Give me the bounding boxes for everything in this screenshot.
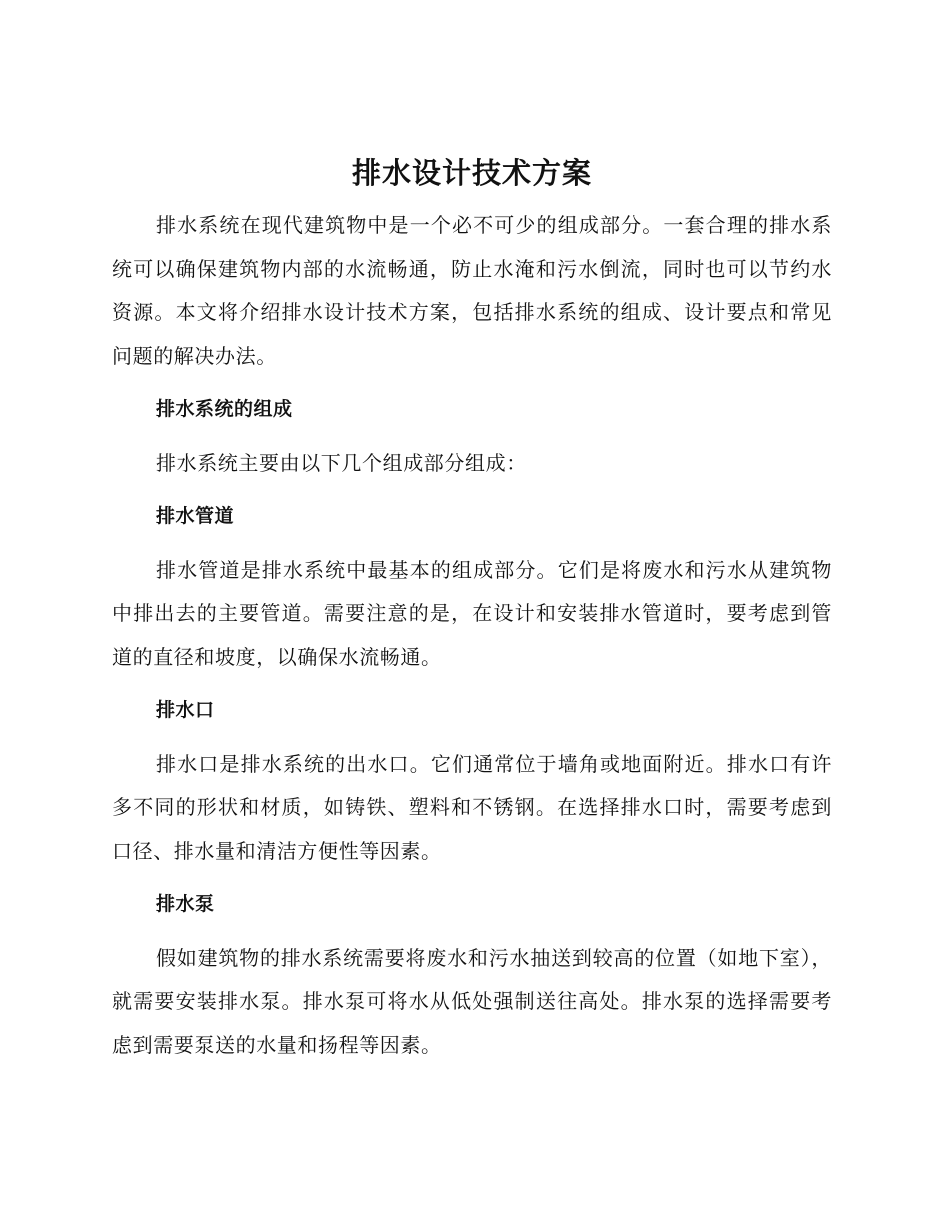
pump-paragraph: 假如建筑物的排水系统需要将废水和污水抽送到较高的位置（如地下室），就需要安装排水泵。排水泵可将水从低处强制送往高处。排水泵的选择需要考虑到需要泵送的水量和扬程等因素。 — [112, 945, 832, 1057]
composition-paragraph: 排水系统主要由以下几个组成部分组成： — [156, 450, 527, 475]
section-heading-composition: 排水系统的组成 — [156, 398, 293, 420]
document-title: 排水设计技术方案 — [351, 156, 592, 190]
section-heading-outlet: 排水口 — [156, 699, 215, 721]
intro-paragraph: 排水系统在现代建筑物中是一个必不可少的组成部分。一套合理的排水系统可以确保建筑物内部的水流畅通，防止水淹和污水倒流，同时也可以节约水资源。本文将介绍排水设计技术方案，包括排水系统的组成、设计要点和常见问题的解决办法。 — [112, 213, 832, 368]
document-page — [112, 150, 832, 1077]
section-heading-pipes: 排水管道 — [156, 505, 235, 527]
outlet-paragraph: 排水口是排水系统的出水口。它们通常位于墙角或地面附近。排水口有许多不同的形状和材质，如铸铁、塑料和不锈钢。在选择排水口时，需要考虑到口径、排水量和清洁方便性等因素。 — [112, 751, 832, 863]
section-heading-pump: 排水泵 — [156, 893, 215, 915]
pipes-paragraph: 排水管道是排水系统中最基本的组成部分。它们是将废水和污水从建筑物中排出去的主要管道。需要注意的是，在设计和安装排水管道时，要考虑到管道的直径和坡度，以确保水流畅通。 — [112, 557, 832, 669]
